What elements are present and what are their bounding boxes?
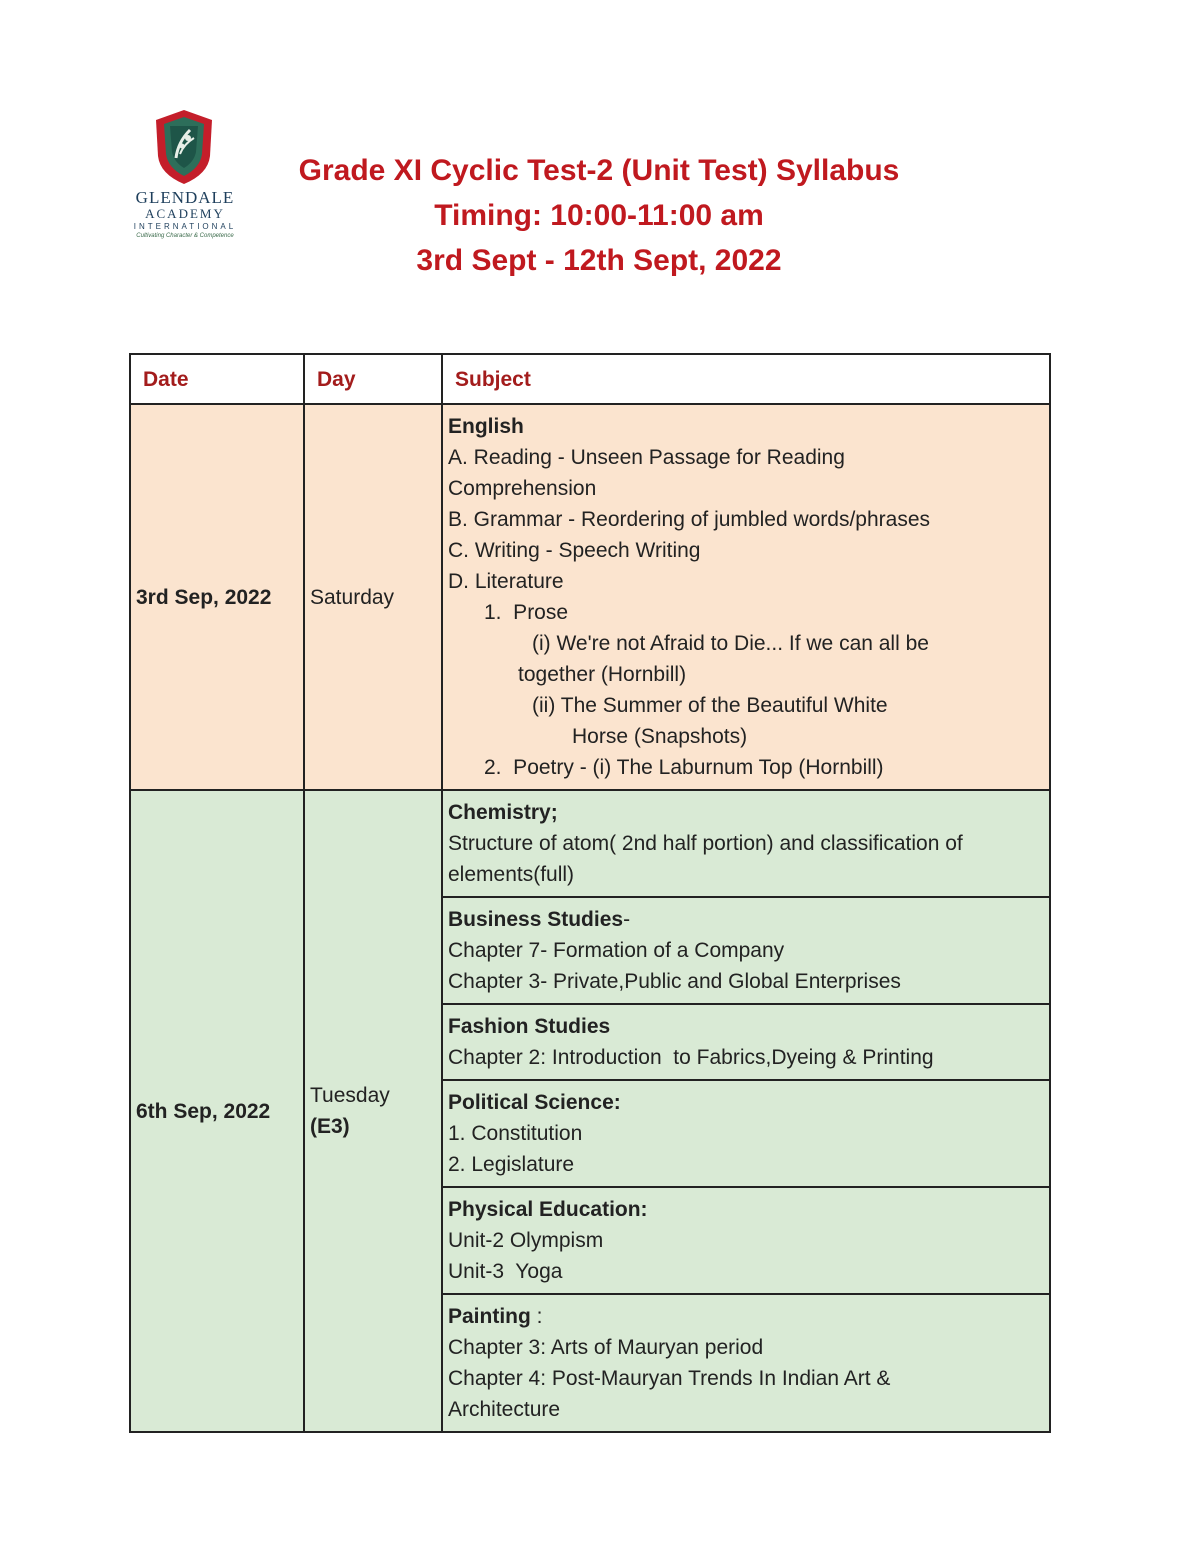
logo-name: GLENDALE — [135, 188, 235, 207]
subject-cell-fashion-studies — [442, 1004, 1050, 1080]
row-date: 6th Sep, 2022 — [130, 790, 304, 1432]
syllabus-table — [129, 353, 1051, 1433]
syllabus-line: Chapter 3- Private,Public and Global Enterprises — [448, 970, 901, 993]
syllabus-line: 2. Poetry - (i) The Laburnum Top (Hornbill) — [484, 756, 884, 779]
syllabus-line: Unit-3 Yoga — [448, 1260, 563, 1283]
document-date-range: 3rd Sept - 12th Sept, 2022 — [416, 244, 782, 277]
logo-tagline: Cultivating Character & Competence — [136, 233, 234, 239]
subject-name: Business Studies — [448, 908, 624, 931]
table-row — [130, 404, 1050, 790]
syllabus-line: Chapter 2: Introduction to Fabrics,Dyeing & Printing — [448, 1046, 934, 1069]
syllabus-line: together (Hornbill) — [518, 663, 687, 686]
row-day: Saturday — [304, 404, 442, 790]
syllabus-line: B. Grammar - Reordering of jumbled words/phrases — [448, 508, 931, 531]
subject-cell-painting — [442, 1294, 1050, 1432]
subject-cell-chemistry — [442, 790, 1050, 897]
syllabus-line: 1. Prose — [484, 601, 569, 624]
row-date: 3rd Sep, 2022 — [130, 404, 304, 790]
syllabus-line: A. Reading - Unseen Passage for Reading — [448, 446, 845, 469]
syllabus-line: D. Literature — [448, 570, 564, 593]
document-title: Grade XI Cyclic Test-2 (Unit Test) Syllabus — [298, 154, 900, 187]
syllabus-line: (ii) The Summer of the Beautiful White — [532, 694, 888, 717]
subject-cell-physical-education — [442, 1187, 1050, 1294]
syllabus-line: Chapter 3: Arts of Mauryan period — [448, 1336, 764, 1359]
table-row — [130, 790, 1050, 897]
logo-academy: ACADEMY — [145, 206, 225, 221]
subject-cell-english — [442, 404, 1050, 790]
column-header-date: Date — [130, 354, 304, 404]
document-header — [0, 148, 1200, 283]
syllabus-line: 1. Constitution — [448, 1122, 583, 1145]
subject-name: Fashion Studies — [448, 1015, 611, 1038]
syllabus-line: Chapter 7- Formation of a Company — [448, 939, 785, 962]
syllabus-line: Unit-2 Olympism — [448, 1229, 604, 1252]
syllabus-line: elements(full) — [448, 863, 575, 886]
day-name: Tuesday — [310, 1084, 390, 1107]
subject-cell-political-science — [442, 1080, 1050, 1187]
table-header-row — [130, 354, 1050, 404]
syllabus-line: Structure of atom( 2nd half portion) and classification of — [448, 832, 963, 855]
document-timing: Timing: 10:00-11:00 am — [434, 199, 764, 232]
syllabus-line: C. Writing - Speech Writing — [448, 539, 701, 562]
subject-name: Physical Education: — [448, 1198, 648, 1221]
syllabus-line: Horse (Snapshots) — [572, 725, 748, 748]
subject-name: Political Science: — [448, 1091, 621, 1114]
subject-name: Chemistry; — [448, 801, 558, 824]
subject-suffix: - — [623, 908, 631, 931]
logo-international: INTERNATIONAL — [133, 222, 237, 231]
subject-name: Painting — [448, 1305, 531, 1328]
subject-name: English — [448, 415, 524, 438]
syllabus-line: Architecture — [448, 1398, 561, 1421]
day-code: (E3) — [310, 1115, 350, 1138]
syllabus-line: (i) We're not Afraid to Die... If we can all be — [532, 632, 929, 655]
syllabus-line: 2. Legislature — [448, 1153, 575, 1176]
syllabus-line: Comprehension — [448, 477, 597, 500]
column-header-subject: Subject — [442, 354, 1050, 404]
syllabus-line: Chapter 4: Post-Mauryan Trends In Indian Art & — [448, 1367, 891, 1390]
subject-suffix: : — [530, 1305, 543, 1328]
subject-cell-business-studies — [442, 897, 1050, 1004]
row-day — [304, 790, 442, 1432]
column-header-day: Day — [304, 354, 442, 404]
